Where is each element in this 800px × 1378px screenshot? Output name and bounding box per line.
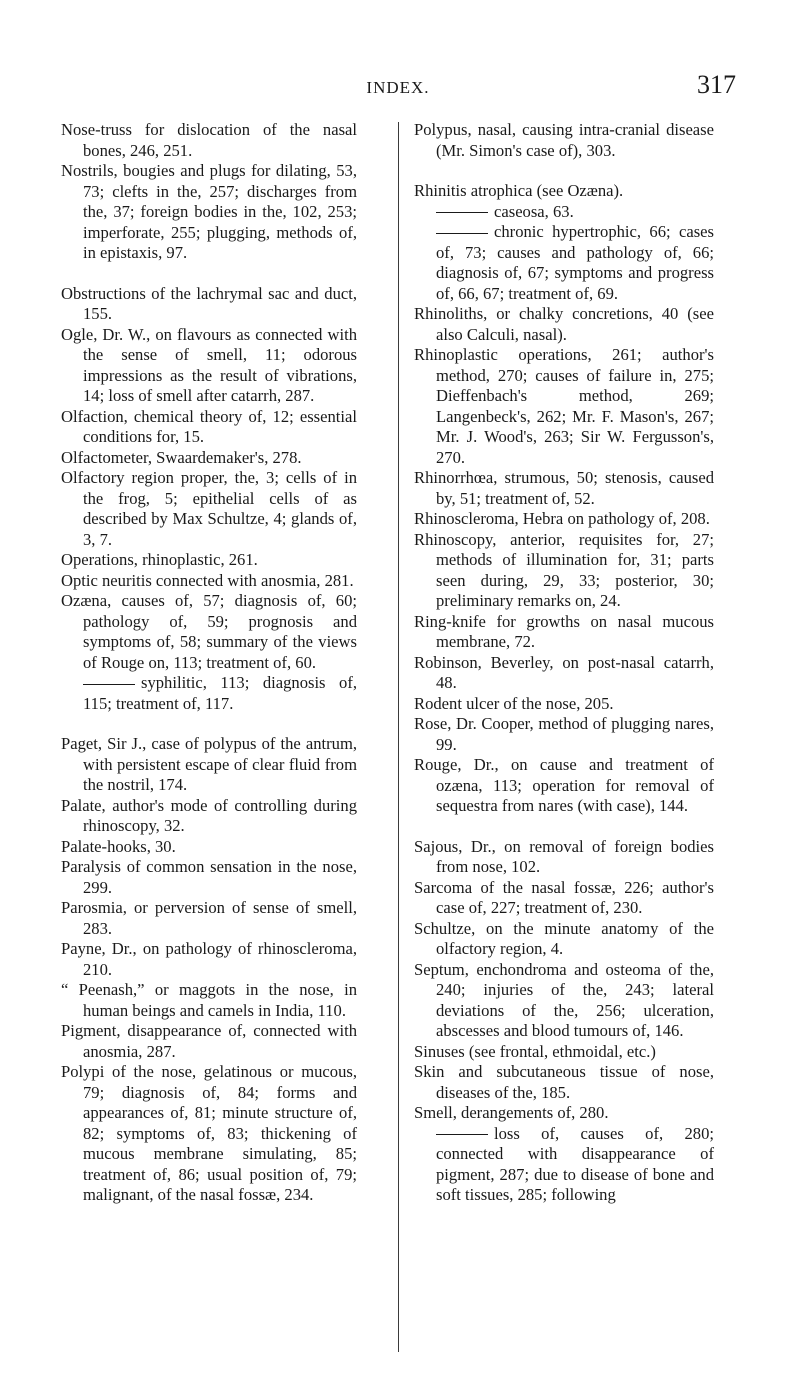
index-entry <box>61 939 357 980</box>
entry-text: Olfaction, chemical theory of, 12; essential conditions for, 15. <box>61 406 357 446</box>
entry-text: Parosmia, or perversion of sense of smell, 283. <box>61 898 357 938</box>
index-entry <box>414 1042 714 1063</box>
entry-text: Rhinitis atrophica (see Ozæna). <box>414 181 624 200</box>
entry-text: Operations, rhinoplastic, 261. <box>61 550 258 569</box>
index-entry <box>414 345 714 468</box>
index-entry <box>61 734 357 796</box>
index-entry <box>414 878 714 919</box>
entry-text: Rhinoplastic operations, 261; author's method, 270; causes of failure in, 275; Dieffenbach's method, 269; Langenbeck's, 262; Mr. F. Mason's, 267; Mr. J. Wood's, 263; Sir W. Fergusson's, 270. <box>414 345 714 467</box>
index-entry <box>61 1021 357 1062</box>
index-subentry <box>414 1124 714 1206</box>
entry-text: Payne, Dr., on pathology of rhinoscleroma, 210. <box>61 939 357 979</box>
entry-text: Nostrils, bougies and plugs for dilating, 53, 73; clefts in the, 257; discharges from the, 37; foreign bodies in the, 102, 253; imperforate, 255; plugging, methods of, in epistaxis, 97. <box>61 161 357 262</box>
index-subentry <box>414 222 714 304</box>
index-entry <box>414 960 714 1042</box>
entry-text: Rhinorrhœa, strumous, 50; stenosis, caused by, 51; treatment of, 52. <box>414 468 714 508</box>
entry-text: Obstructions of the lachrymal sac and duct, 155. <box>61 283 357 323</box>
index-entry <box>414 714 714 755</box>
entry-text: Paget, Sir J., case of polypus of the antrum, with persistent escape of clear fluid from the nostril, 174. <box>61 734 357 794</box>
entry-text: Paralysis of common sensation in the nose, 299. <box>61 857 357 897</box>
ditto-dash <box>436 212 488 213</box>
entry-text: Polypus, nasal, causing intra-cranial disease (Mr. Simon's case of), 303. <box>414 120 714 160</box>
ditto-dash <box>436 233 488 234</box>
entry-text: Sarcoma of the nasal fossæ, 226; author's case of, 227; treatment of, 230. <box>414 877 714 917</box>
index-subentry <box>414 202 714 223</box>
index-entry <box>61 796 357 837</box>
entry-text: Ring-knife for growths on nasal mucous membrane, 72. <box>414 611 714 651</box>
entry-text: loss of, causes of, 280; connected with disappearance of pigment, 287; due to disease of bone and soft tissues, 285; following <box>436 1123 714 1204</box>
entry-text: Polypi of the nose, gelatinous or mucous, 79; diagnosis of, 84; forms and appearances of, 81; minute structure of, 82; symptoms of, 83; thickening of mucous membrane simulating, 85; treatment of, 86; usual position of, 79; malignant, of the nasal fossæ, 234. <box>61 1062 357 1204</box>
index-entry <box>414 755 714 817</box>
index-entry <box>61 898 357 939</box>
column-divider <box>398 122 399 1352</box>
entry-text: Schultze, on the minute anatomy of the olfactory region, 4. <box>414 918 714 958</box>
entry-text: Rhinoscleroma, Hebra on pathology of, 208. <box>414 509 710 528</box>
entry-text: Smell, derangements of, 280. <box>414 1103 609 1122</box>
index-entry <box>61 837 357 858</box>
entry-text: Rouge, Dr., on cause and treatment of ozæna, 113; operation for removal of sequestra from nares (with case), 144. <box>414 755 714 815</box>
index-entry <box>414 181 714 202</box>
entry-text: chronic hypertrophic, 66; cases of, 73; causes and pathology of, 66; diagnosis of, 67; symptoms and progress of, 66, 67; treatment of, 69. <box>436 222 714 303</box>
entry-text: Olfactometer, Swaardemaker's, 278. <box>61 447 302 467</box>
index-entry <box>61 407 357 448</box>
index-entry <box>61 550 357 571</box>
ditto-dash <box>83 684 135 685</box>
index-entry <box>61 325 357 407</box>
entry-text: Septum, enchondroma and osteoma of the, 240; injuries of the, 243; lateral deviations of the, 256; ulceration, abscesses and blood tumours of, 146. <box>414 959 714 1040</box>
entry-text: Olfactory region proper, the, 3; cells of in the frog, 5; epithelial cells of as described by Max Schultze, 4; glands of, 3, 7. <box>61 468 357 549</box>
entry-text: Rose, Dr. Cooper, method of plugging nares, 99. <box>414 714 714 754</box>
index-entry <box>414 1062 714 1103</box>
entry-text: Ozæna, causes of, 57; diagnosis of, 60; pathology of, 59; prognosis and symptoms of, 58; summary of the views of Rouge on, 113; treatment of, 60. <box>61 591 357 672</box>
running-title: INDEX. <box>366 78 430 97</box>
index-entry <box>414 468 714 509</box>
entry-text: Palate, author's mode of controlling during rhinoscopy, 32. <box>61 795 357 835</box>
entry-text: “ Peenash,” or maggots in the nose, in human beings and camels in India, 110. <box>61 980 357 1020</box>
index-entry <box>61 571 357 592</box>
index-entry <box>61 857 357 898</box>
ditto-dash <box>436 1134 488 1135</box>
entry-text: Ogle, Dr. W., on flavours as connected with the sense of smell, 11; odorous impressions as the result of vibrations, 14; loss of smell after catarrh, 287. <box>61 324 357 405</box>
index-entry <box>61 448 357 469</box>
index-entry <box>414 837 714 878</box>
left-column <box>61 120 357 1206</box>
right-column <box>414 120 714 1206</box>
index-entry <box>414 653 714 694</box>
index-entry <box>414 530 714 612</box>
index-entry <box>61 468 357 550</box>
index-entry <box>414 919 714 960</box>
entry-text: Skin and subcutaneous tissue of nose, diseases of the, 185. <box>414 1062 714 1102</box>
index-entry <box>414 304 714 345</box>
entry-text: syphilitic, 113; diagnosis of, 115; treatment of, 117. <box>83 673 357 713</box>
page-header <box>60 70 736 110</box>
index-entry <box>61 591 357 673</box>
index-entry <box>61 120 357 161</box>
entry-text: Robinson, Beverley, on post-nasal catarrh, 48. <box>414 652 714 692</box>
page-number: 317 <box>697 70 736 99</box>
index-entry <box>414 120 714 161</box>
index-entry <box>61 980 357 1021</box>
index-entry <box>414 1103 714 1124</box>
entry-text: Rhinoliths, or chalky concretions, 40 (see also Calculi, nasal). <box>414 304 714 344</box>
entry-text: caseosa, 63. <box>494 201 574 221</box>
index-entry <box>61 161 357 264</box>
index-entry <box>414 612 714 653</box>
entry-text: Sinuses (see frontal, ethmoidal, etc.) <box>414 1041 656 1061</box>
entry-text: Sajous, Dr., on removal of foreign bodies from nose, 102. <box>414 836 714 876</box>
entry-text: Rodent ulcer of the nose, 205. <box>414 693 614 713</box>
index-entry <box>61 284 357 325</box>
index-entry <box>61 1062 357 1206</box>
entry-text: Palate-hooks, 30. <box>61 836 176 856</box>
entry-text: Rhinoscopy, anterior, requisites for, 27; methods of illumination for, 31; parts seen during, 29, 33; posterior, 30; preliminary remarks on, 24. <box>414 529 714 610</box>
index-entry <box>414 509 714 530</box>
index-entry <box>414 694 714 715</box>
entry-text: Nose-truss for dislocation of the nasal bones, 246, 251. <box>61 120 357 160</box>
entry-text: Optic neuritis connected with anosmia, 281. <box>61 570 354 590</box>
index-subentry <box>61 673 357 714</box>
entry-text: Pigment, disappearance of, connected with anosmia, 287. <box>61 1021 357 1061</box>
